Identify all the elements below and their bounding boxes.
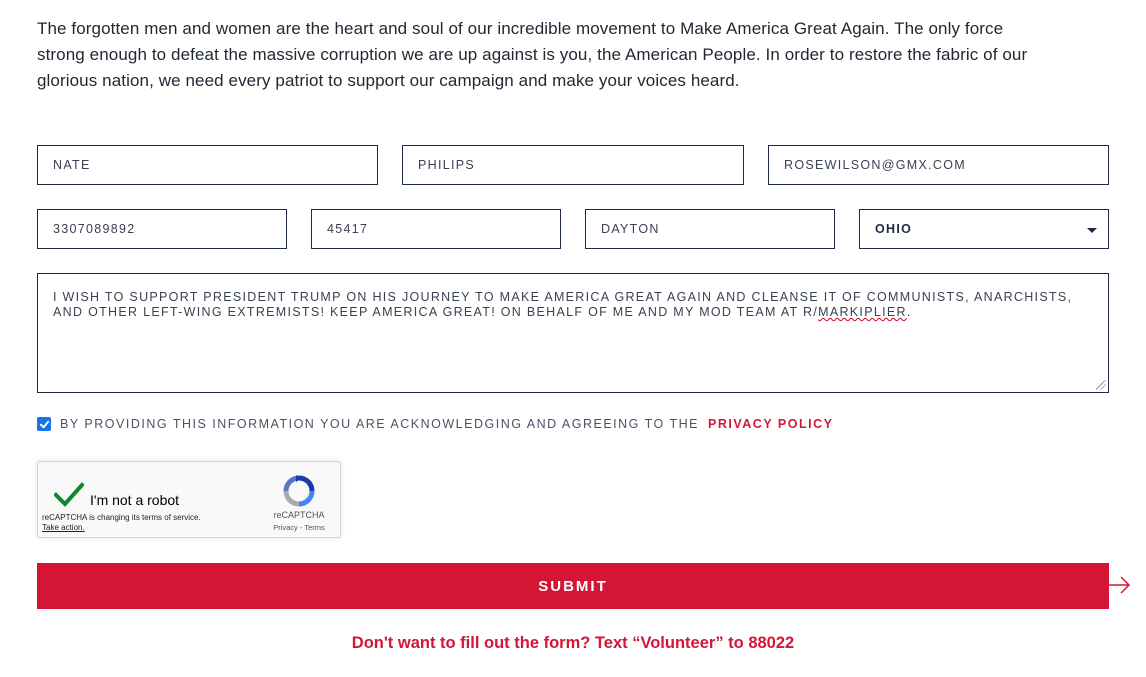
intro-line: The forgotten men and women are the heart and soul of our incredible movement to Make America Great Again. The only force — [37, 19, 1004, 38]
phone-value: 3307089892 — [53, 222, 136, 236]
email-value: ROSEWILSON@GMX.COM — [784, 158, 966, 172]
last-name-value: PHILIPS — [418, 158, 476, 172]
resize-handle-icon[interactable] — [1096, 380, 1106, 390]
intro-paragraph — [37, 16, 1112, 94]
recaptcha-widget — [37, 461, 341, 538]
state-value: OHIO — [875, 222, 913, 236]
recaptcha-label: I'm not a robot — [90, 492, 180, 508]
first-name-value: NATE — [53, 158, 91, 172]
intro-line: strong enough to defeat the massive corruption we are up against is you, the American People. In order to restore the fabric of our — [37, 45, 1028, 64]
intro-line: glorious nation, we need every patriot to support our campaign and make your voices heard. — [37, 71, 740, 90]
state-select[interactable] — [859, 209, 1109, 249]
recaptcha-checkmark-icon[interactable] — [54, 482, 84, 508]
message-textarea[interactable] — [37, 273, 1109, 393]
zip-value: 45417 — [327, 222, 369, 236]
consent-checkbox[interactable] — [37, 417, 51, 431]
message-text: I WISH TO SUPPORT PRESIDENT TRUMP ON HIS JOURNEY TO MAKE AMERICA GREAT AGAIN AND CLEANSE IT OF COMMUNISTS, ANARCHISTS, AND OTHER LEFT-WING EXTREMISTS! KEEP AMERICA GREAT! ON BEHALF OF ME AND MY MOD TEAM AT R/ — [53, 290, 1073, 319]
consent-label: BY PROVIDING THIS INFORMATION YOU ARE ACKNOWLEDGING AND AGREEING TO THE — [60, 417, 700, 431]
recaptcha-take-action-link[interactable]: Take action. — [42, 523, 85, 532]
first-name-field[interactable] — [37, 145, 378, 185]
text-volunteer-message: Don't want to fill out the form? Text “Volunteer” to 88022 — [351, 634, 795, 652]
consent-row — [37, 416, 833, 432]
recaptcha-brand: reCAPTCHA — [273, 510, 325, 520]
recaptcha-notice: reCAPTCHA is changing its terms of service. — [42, 513, 201, 522]
privacy-policy-link[interactable]: PRIVACY POLICY — [708, 417, 834, 431]
last-name-field[interactable] — [402, 145, 744, 185]
recaptcha-terms-link[interactable]: Privacy - Terms — [273, 523, 325, 532]
checkmark-icon — [39, 419, 50, 430]
message-text-end: . — [906, 305, 912, 319]
city-value: DAYTON — [601, 222, 660, 236]
recaptcha-logo-icon — [282, 474, 316, 508]
submit-button[interactable]: SUBMIT — [37, 563, 1109, 609]
chevron-down-icon — [1087, 228, 1097, 233]
phone-field[interactable] — [37, 209, 287, 249]
zip-field[interactable] — [311, 209, 561, 249]
email-field[interactable] — [768, 145, 1109, 185]
misspelled-word: MARKIPLIER — [818, 305, 907, 319]
city-field[interactable] — [585, 209, 835, 249]
arrow-right-icon — [1107, 576, 1131, 594]
